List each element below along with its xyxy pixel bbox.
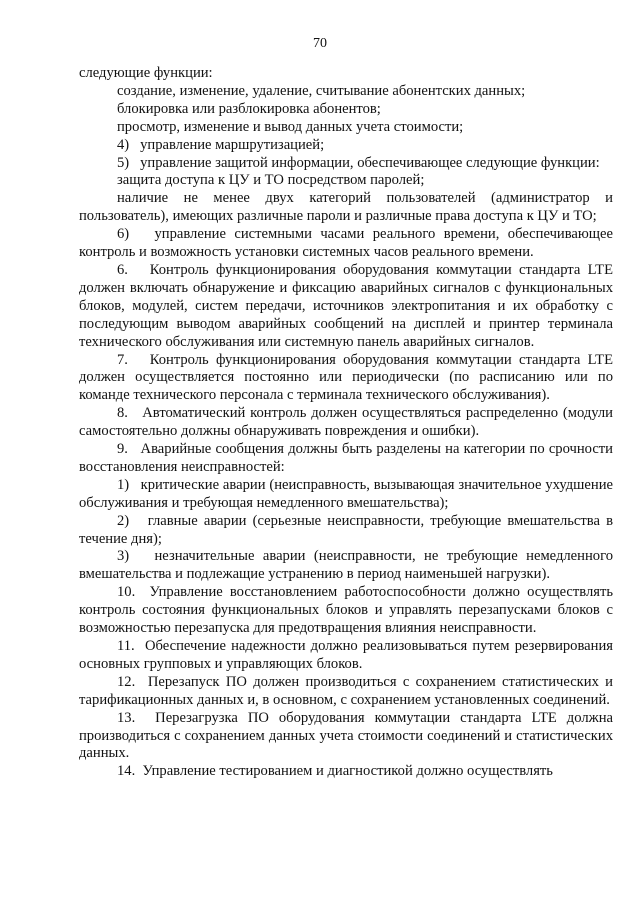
paragraph: 8. Автоматический контроль должен осуществляться распределенно (модули самостоятельно должны обнаруживать повреждения и ошибки). xyxy=(79,405,613,440)
paragraph: 4) управление маршрутизацией; xyxy=(117,136,325,153)
paragraph: просмотр, изменение и вывод данных учета стоимости; xyxy=(117,118,464,135)
page-number: 70 xyxy=(313,36,327,51)
paragraph: 1) критические аварии (неисправность, вызывающая значительное ухудшение обслуживания и требующая немедленного вмешательства); xyxy=(79,476,613,511)
paragraph: 3) незначительные аварии (неисправности, не требующие немедленного вмешательства и подлежащие устранению в период наименьшей нагрузки). xyxy=(79,548,613,583)
paragraph: 6) управление системными часами реального времени, обеспечивающее контроль и возможность установки системных часов реального времени. xyxy=(79,226,613,261)
paragraph: 12. Перезапуск ПО должен производиться с сохранением статистических и тарификационных данных и, в основном, с сохранением установленных соединений. xyxy=(79,673,613,708)
paragraph: 14. Управление тестированием и диагностикой должно осуществлять xyxy=(117,763,553,780)
paragraph: 13. Перезагрузка ПО оборудования коммутации стандарта LTE должна производиться с сохранением данных учета стоимости соединений и статистических данных. xyxy=(79,709,613,762)
paragraph: защита доступа к ЦУ и ТО посредством паролей; xyxy=(117,172,425,189)
paragraph: 5) управление защитой информации, обеспечивающее следующие функции: xyxy=(117,154,600,171)
paragraph: следующие функции: xyxy=(79,65,213,81)
paragraph: создание, изменение, удаление, считывание абонентских данных; xyxy=(117,82,526,99)
paragraph: 11. Обеспечение надежности должно реализовываться путем резервирования основных групповых и управляющих блоков. xyxy=(79,638,613,672)
document-body xyxy=(79,65,613,781)
paragraph: 7. Контроль функционирования оборудования коммутации стандарта LTE должен осуществляется постоянно или периодически (по расписанию или по команде технического персонала с терминала технического обслуживания). xyxy=(79,351,613,404)
paragraph: блокировка или разблокировка абонентов; xyxy=(117,100,381,117)
paragraph: 9. Аварийные сообщения должны быть разделены на категории по срочности восстановления неисправностей: xyxy=(79,441,613,475)
paragraph: 10. Управление восстановлением работоспособности должно осуществлять контроль состояния функциональных блоков и управлять перезапусками блоков с возможностью перезапуска для предотвращения влияния неисправности. xyxy=(79,584,613,637)
paragraph: наличие не менее двух категорий пользователей (администратор и пользователь), имеющих различные пароли и различные права доступа к ЦУ и ТО; xyxy=(79,190,613,225)
paragraph: 6. Контроль функционирования оборудования коммутации стандарта LTE должен включать обнаружение и фиксацию аварийных сигналов с функциональных блоков, модулей, систем передачи, источников электропитания и их обработку с последующим выводом аварийных сообщений на дисплей и принтер терминала технического обслуживания или системную панель аварийных сигналов. xyxy=(79,261,613,350)
paragraph: 2) главные аварии (серьезные неисправности, требующие вмешательства в течение дня); xyxy=(79,512,613,547)
